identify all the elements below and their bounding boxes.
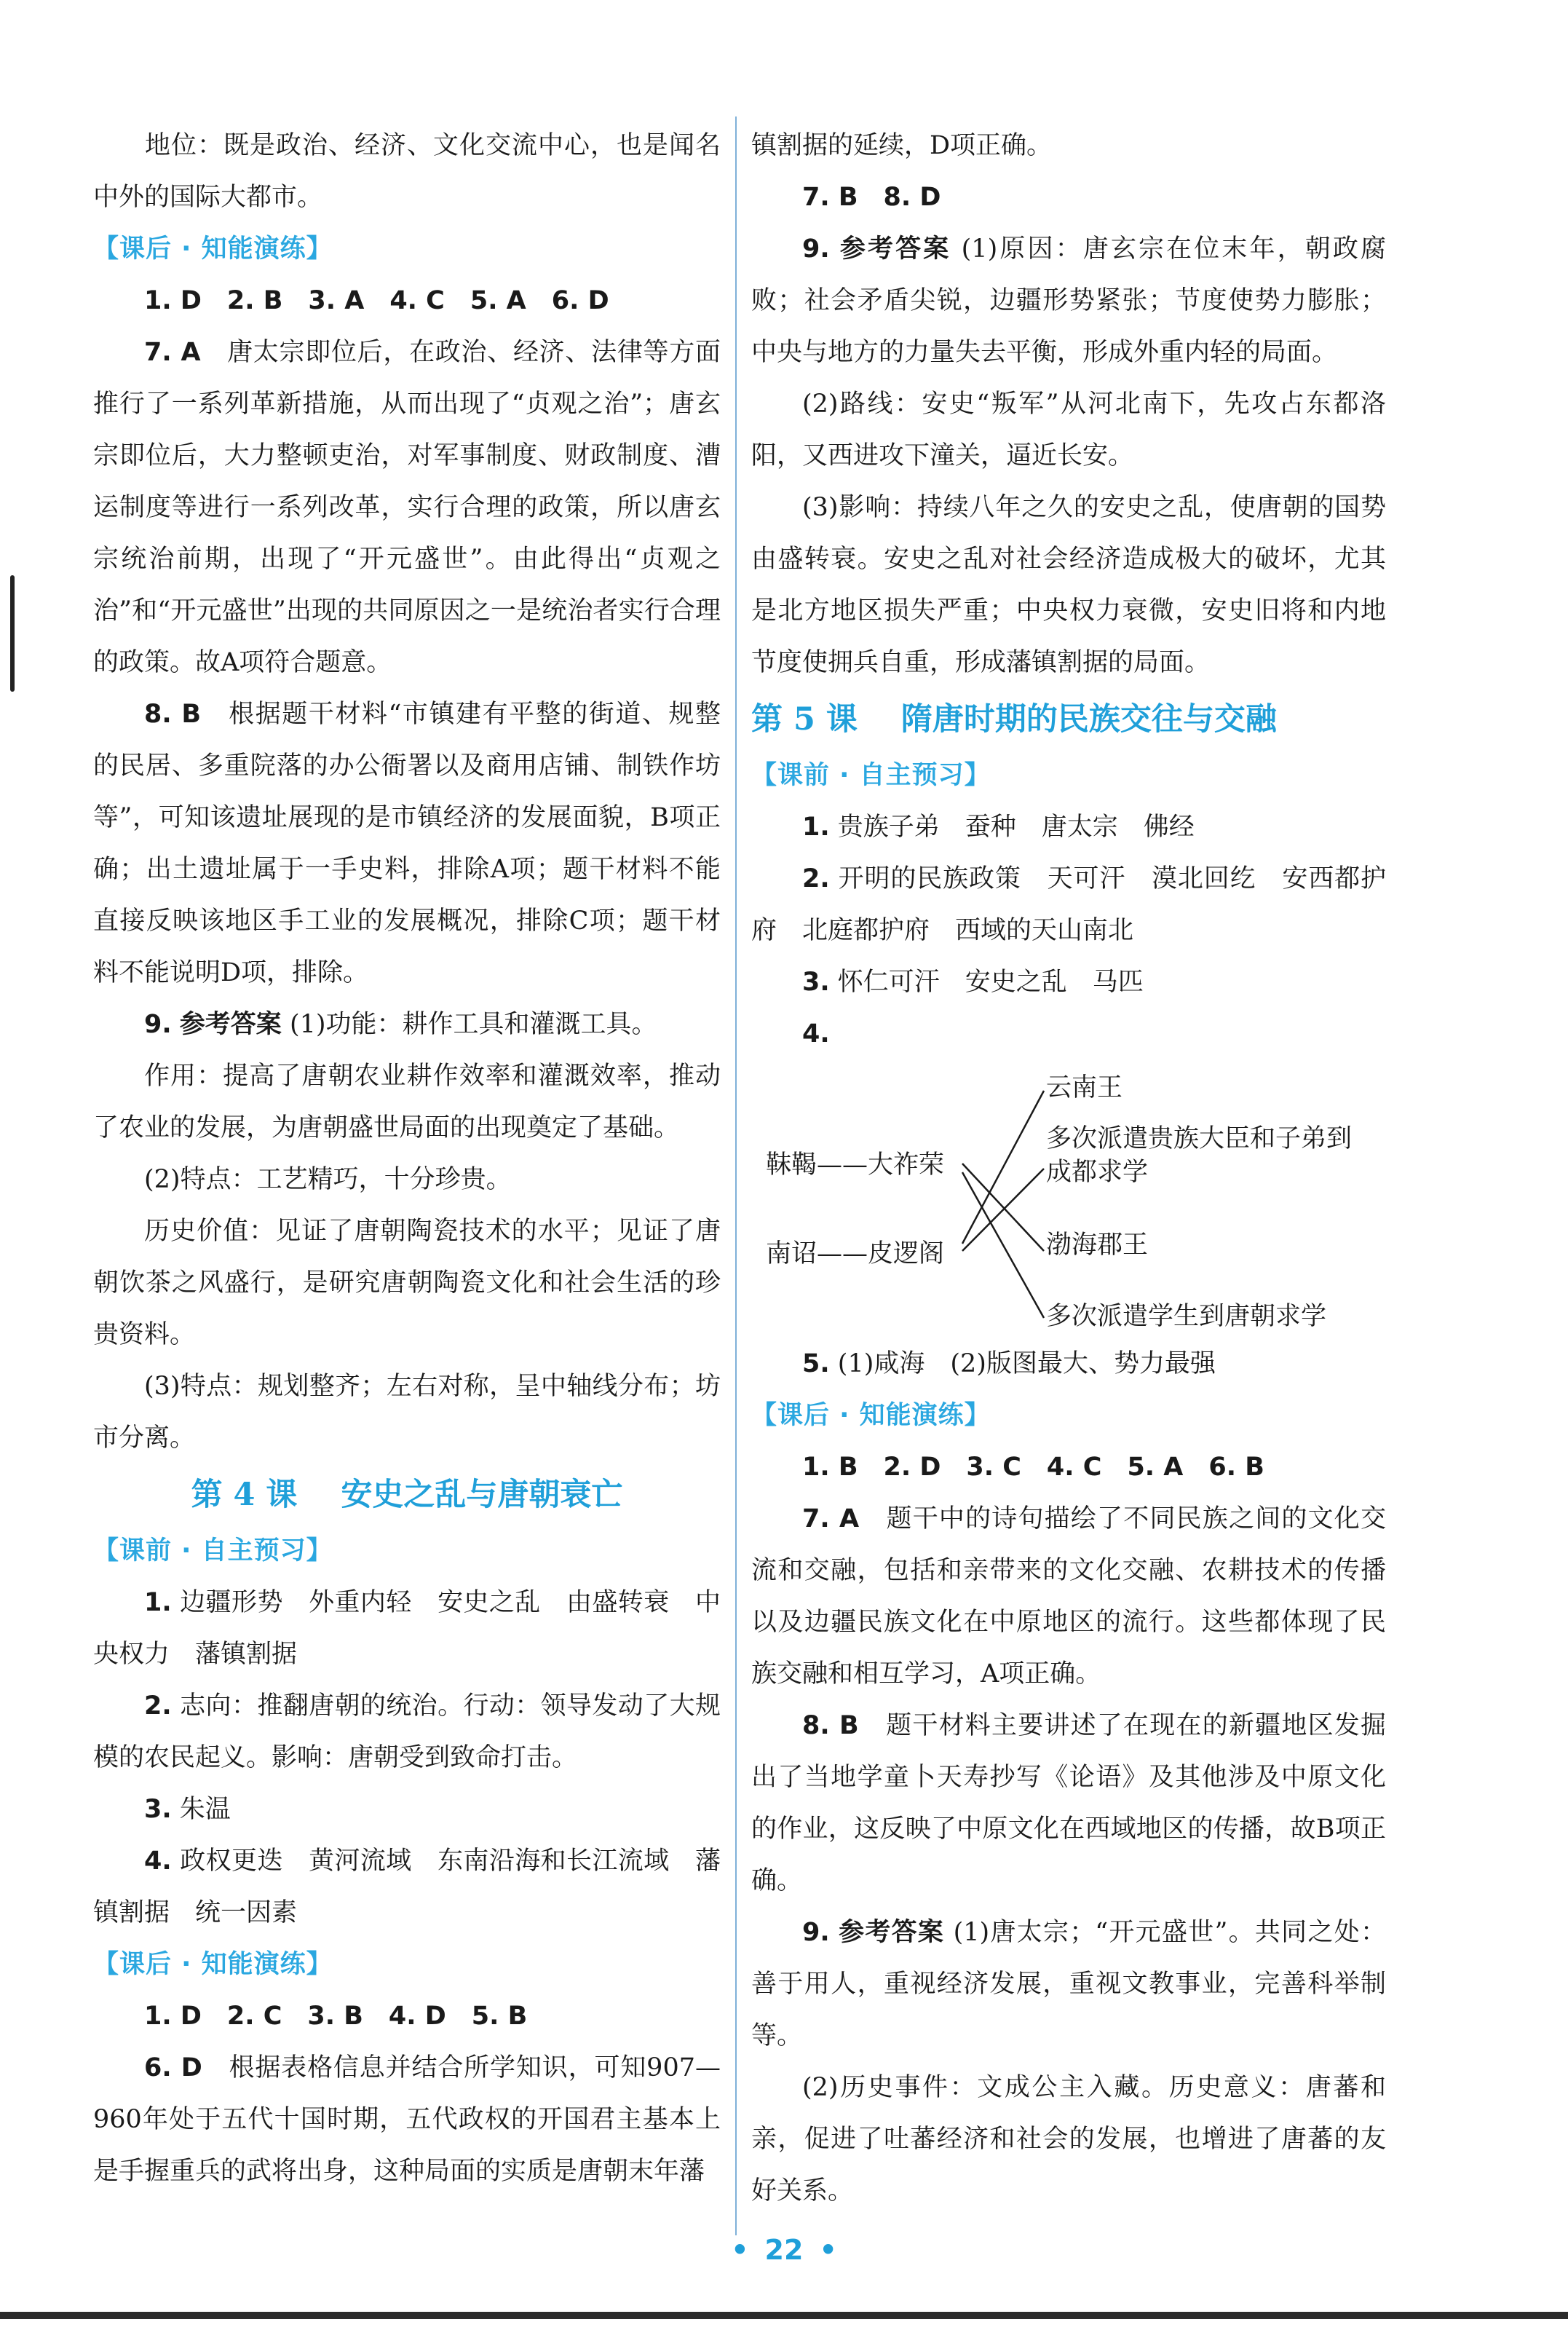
right-question-9-answer-3: (3)影响：持续八年之久的安史之乱，使唐朝的国势由盛转衰。安史之乱对社会经济造成极大的破坏，尤其是北方地区损失严重；中央权力衰微，安史旧将和内地节度使拥兵自重，形成藩镇割据的局面。 <box>751 493 1386 677</box>
diagram-right-students: 多次派遣学生到唐朝求学 <box>1046 1302 1327 1331</box>
left-column <box>93 120 721 2197</box>
section-header-after-class: 【课后 · 知能演练】 <box>93 234 333 264</box>
preview-item-3: 3. 朱温 <box>144 1795 231 1824</box>
right-column <box>751 120 1386 2217</box>
right-question-9-answer-1: 9. 参考答案 (1)原因：唐玄宗在位末年，朝政腐败；社会矛盾尖锐，边疆形势紧张；节度使势力膨胀；中央与地方的力量失去平衡，形成外重内轻的局面。 <box>751 234 1386 367</box>
right-question-9b-answer-1: 9. 参考答案 (1)唐太宗；“开元盛世”。共同之处：善于用人，重视经济发展，重视文教事业，完善科举制等。 <box>751 1918 1386 2050</box>
diagram-right-bohai-king: 渤海郡王 <box>1046 1231 1149 1260</box>
right-preview-item-3: 3. 怀仁可汗 安史之乱 马匹 <box>802 968 1144 997</box>
question-9-answer-4: 历史价值：见证了唐朝陶瓷技术的水平；见证了唐朝饮茶之风盛行，是研究唐朝陶瓷文化和社会生活的珍贵资料。 <box>93 1217 721 1349</box>
answer-line-lesson4: 1. D 2. C 3. B 4. D 5. B <box>144 2002 528 2031</box>
right-question-8-explanation: 8. B 题干材料主要讲述了在现在的新疆地区发掘出了当地学童卜天寿抄写《论语》及其他涉及中原文化的作业，这反映了中原文化在西域地区的传播，故B项正确。 <box>751 1711 1386 1895</box>
matching-diagram <box>751 1063 1386 1334</box>
bottom-rule <box>0 2312 1568 2319</box>
answer-line-1-6: 1. D 2. B 3. A 4. C 5. A 6. D <box>144 286 609 315</box>
diagram-left-nanzhao: 南诏——皮逻阁 <box>766 1239 945 1268</box>
diagram-left-mohe: 靺鞨——大祚荣 <box>766 1150 945 1180</box>
diagram-right-yunnan-king: 云南王 <box>1046 1073 1123 1102</box>
diagram-right-nobles-line1: 多次派遣贵族大臣和子弟到 <box>1046 1124 1353 1153</box>
lesson-4-title: 第 4 课 安史之乱与唐朝衰亡 <box>191 1477 623 1513</box>
right-section-header-after-class: 【课后 · 知能演练】 <box>751 1401 991 1430</box>
question-8-explanation: 8. B 根据题干材料“市镇建有平整的街道、规整的民居、多重院落的办公衙署以及商用店铺、制铁作坊等”，可知该遗址展现的是市镇经济的发展面貌，B项正确；出土遗址属于一手史料，排除A项；题干材料不能直接反映该地区手工业的发展概况，排除C项；题干材料不能说明D项，排除。 <box>93 700 721 987</box>
question-6-continued: 镇割据的延续，D项正确。 <box>751 131 1053 160</box>
right-preview-item-4: 4. <box>802 1019 830 1048</box>
question-9-answer-2: 作用：提高了唐朝农业耕作效率和灌溉效率，推动了农业的发展，为唐朝盛世局面的出现奠定了基础。 <box>93 1062 721 1142</box>
answer-line-lesson5: 1. B 2. D 3. C 4. C 5. A 6. B <box>802 1453 1264 1482</box>
section-header-before-class: 【课前 · 自主预习】 <box>93 1536 333 1565</box>
lesson-5-title: 第 5 课 隋唐时期的民族交往与交融 <box>751 701 1277 738</box>
right-question-9b-answer-2: (2)历史事件：文成公主入藏。历史意义：唐蕃和亲，促进了吐蕃经济和社会的发展，也增进了唐蕃的友好关系。 <box>751 2073 1386 2205</box>
question-9-answer-5: (3)特点：规划整齐；左右对称，呈中轴线分布；坊市分离。 <box>93 1372 721 1453</box>
line-piluoge-to-yunnan <box>962 1091 1044 1244</box>
right-preview-item-5: 5. (1)咸海 (2)版图最大、势力最强 <box>802 1349 1216 1378</box>
intro-text: 地位：既是政治、经济、文化交流中心，也是闻名中外的国际大都市。 <box>93 131 721 212</box>
right-preview-item-1: 1. 贵族子弟 蚕种 唐太宗 佛经 <box>802 813 1195 842</box>
preview-item-4: 4. 政权更迭 黄河流域 东南沿海和长江流域 藩镇割据 统一因素 <box>93 1847 721 1927</box>
section-header-after-class-2: 【课后 · 知能演练】 <box>93 1950 333 1979</box>
right-preview-item-2: 2. 开明的民族政策 天可汗 漠北回纥 安西都护府 北庭都护府 西域的天山南北 <box>751 864 1386 945</box>
right-section-header-before-class: 【课前 · 自主预习】 <box>751 761 991 790</box>
column-divider <box>735 116 737 2235</box>
question-9-answer-3: (2)特点：工艺精巧，十分珍贵。 <box>144 1165 512 1194</box>
answer-line-7-8: 7. B 8. D <box>802 183 941 212</box>
question-6-explanation: 6. D 根据表格信息并结合所学知识，可知907—960年处于五代十国时期，五代政权的开国君主基本上是手握重兵的武将出身，这种局面的实质是唐朝末年藩 <box>93 2053 721 2186</box>
question-9-answer-1: 9. 参考答案 (1)功能：耕作工具和灌溉工具。 <box>144 1010 657 1039</box>
diagram-right-nobles-line2: 成都求学 <box>1046 1158 1149 1187</box>
line-dazurong-to-students <box>962 1172 1044 1318</box>
right-question-9-answer-2: (2)路线：安史“叛军”从河北南下，先攻占东都洛阳，又西进攻下潼关，逼近长安。 <box>751 390 1386 470</box>
right-question-7-explanation: 7. A 题干中的诗句描绘了不同民族之间的文化交流和交融，包括和亲带来的文化交融、农耕技术的传播以及边疆民族文化在中原地区的流行。这些都体现了民族交融和相互学习，A项正确。 <box>751 1504 1386 1689</box>
scan-mark <box>10 575 15 692</box>
page-number: • 22 • <box>731 2234 837 2266</box>
preview-item-2: 2. 志向：推翻唐朝的统治。行动：领导发动了大规模的农民起义。影响：唐朝受到致命打击。 <box>93 1691 721 1772</box>
question-7-explanation: 7. A 唐太宗即位后，在政治、经济、法律等方面推行了一系列革新措施，从而出现了“贞观之治”；唐玄宗即位后，大力整顿吏治，对军事制度、财政制度、漕运制度等进行一系列改革，实行合理的政策，所以唐玄宗统治前期，出现了“开元盛世”。由此得出“贞观之治”和“开元盛世”出现的共同原因之一是统治者实行合理的政策。故A项符合题意。 <box>93 338 721 677</box>
preview-item-1: 1. 边疆形势 外重内轻 安史之乱 由盛转衰 中央权力 藩镇割据 <box>93 1588 721 1669</box>
